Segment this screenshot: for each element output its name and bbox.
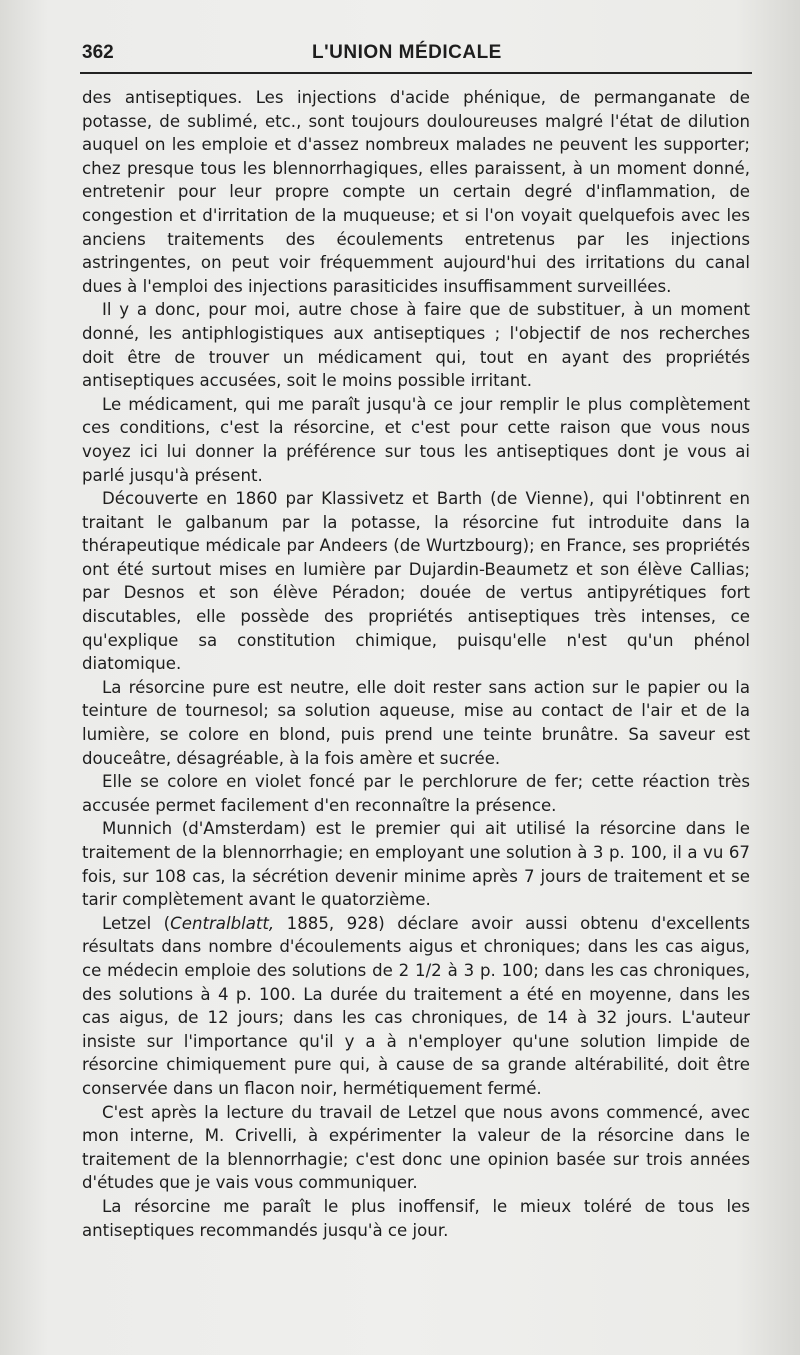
- paragraph: La résorcine me paraît le plus inoffensif, le mieux toléré de tous les antiseptiques recommandés jusqu'à ce jour.: [82, 1196, 750, 1240]
- paragraph: [82, 912, 750, 1101]
- paragraph: Munnich (d'Amsterdam) est le premier qui ait utilisé la résorcine dans le traitement de la blennorrhagie; en employant une solution à 3 p. 100, il a vu 67 fois, sur 108 cas, la sécrétion devenir minime après 7 jours de traitement et se tarir complètement avant le quatorzième.: [82, 819, 750, 910]
- paragraph: Elle se colore en violet foncé par le perchlorure de fer; cette réaction très accusée permet facilement d'en reconnaître la présence.: [82, 772, 750, 815]
- paragraph: des antiseptiques. Les injections d'acide phénique, de permanganate de potasse, de sublimé, etc., sont toujours douloureuses malgré l'état de dilution auquel on les emploie et d'assez nombreux malades ne peuvent les supporter; chez presque tous les blennorrhagiques, elles paraissent, à un moment donné, entretenir pour leur propre compte un certain degré d'inflammation, de congestion et d'irritation de la muqueuse; et si l'on voyait quelquefois avec les anciens traitements des écoulements entretenus par les injections astringentes, on peut voir fréquemment aujourd'hui des irritations du canal dues à l'emploi des injections parasiticides insuffisamment surveillées.: [82, 88, 750, 296]
- header-rule: [80, 72, 752, 74]
- journal-title: Centralblatt,: [170, 913, 275, 933]
- body-text: [82, 86, 750, 1242]
- paragraph: Il y a donc, pour moi, autre chose à faire que de substituer, à un moment donné, les antiphlogistiques aux antiseptiques ; l'objectif de nos recherches doit être de trouver un médicament qui, tout en ayant des propriétés antiseptiques accusées, soit le moins possible irritant.: [82, 300, 750, 391]
- paragraph: Le médicament, qui me paraît jusqu'à ce jour remplir le plus complètement ces conditions, c'est la résorcine, et c'est pour cette raison que vous nous voyez ici lui donner la préférence sur tous les antiseptiques dont je vous ai parlé jusqu'à présent.: [82, 394, 750, 485]
- paragraph: La résorcine pure est neutre, elle doit rester sans action sur le papier ou la teinture de tournesol; sa solution aqueuse, mise au contact de l'air et de la lumière, se colore en blond, puis prend une teinte brunâtre. Sa saveur est douceâtre, désagréable, à la fois amère et sucrée.: [82, 677, 750, 768]
- paragraph-text: 1885, 928) déclare avoir aussi obtenu d'excellents résultats dans nombre d'écoulements aigus et chroniques; dans les cas aigus, ce médecin emploie des solutions de 2 1/2 à 3 p. 100; dans les cas chroniques, des solutions à 4 p. 100. La durée du traitement a été en moyenne, dans les cas aigus, de 12 jours; dans les cas chroniques, de 14 à 32 jours. L'auteur insiste sur l'importance qu'il y a à n'employer qu'une solution limpide de résorcine chimiquement pure qui, à cause de sa grande altérabilité, doit être conservée dans un flacon noir, hermétiquement fermé.: [82, 913, 751, 1098]
- paragraph: Découverte en 1860 par Klassivetz et Barth (de Vienne), qui l'obtinrent en traitant le galbanum par la potasse, la résorcine fut introduite dans la thérapeutique médicale par Andeers (de Wurtzbourg); en France, ses propriétés ont été surtout mises en lumière par Dujardin-Beaumetz et son élève Callias; par Desnos et son élève Péradon; douée de vertus antipyrétiques fort discutables, elle possède des propriétés antiseptiques très intenses, ce qu'explique sa constitution chimique, puisqu'elle n'est qu'un phénol diatomique.: [82, 489, 750, 674]
- paragraph: C'est après la lecture du travail de Letzel que nous avons commencé, avec mon interne, M. Crivelli, à expérimenter la valeur de la résorcine dans le traitement de la blennorrhagie; c'est donc une opinion basée sur trois années d'études que je vais vous communiquer.: [82, 1102, 750, 1193]
- page-header: [82, 42, 752, 68]
- paragraph-text: Letzel (: [102, 913, 171, 933]
- running-title: L'UNION MÉDICALE: [312, 42, 502, 63]
- page-number: 362: [82, 42, 114, 63]
